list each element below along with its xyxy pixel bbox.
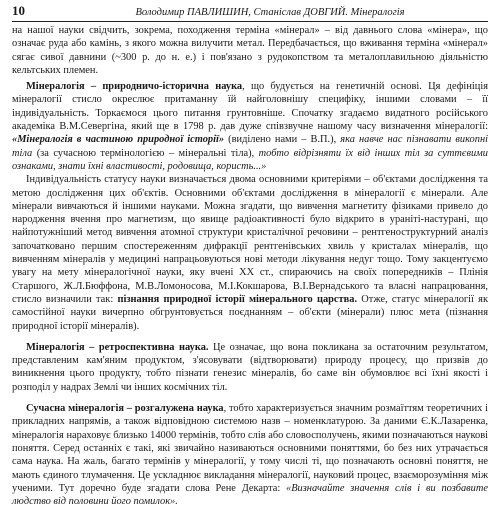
paragraph-4: Мінералогія – ретроспективна наука. Це означає, що вона покликана за остаточним результатом, представленим кам'яним продуктом, з'ясовувати (відтворювати) природу процесу, що призвів до виникнення цього продукту, тобто пізнати генезис мінералів, бо саме він обумовлює всі їхні якості і розподіл у надрах Землі чи інших космічних тіл. (12, 341, 488, 393)
term-branched-science: Сучасна мінералогія – розгалужена наука (26, 403, 224, 415)
descartes-quote: «Визначайте значення слів і ви позбавите людство від половини його помилок». (12, 482, 488, 508)
term-natural-historical-science: Мінералогія – природничо-історична наука (26, 81, 243, 93)
page-header (12, 3, 488, 22)
page-number: 10 (12, 3, 25, 18)
paragraph-5: Сучасна мінералогія – розгалужена наука, тобто характеризується значним розмаїттям теоретичних і прикладних напрямів, а також відповідною системою назв – номенклатурою. За даними Є.К.Лазаренка, мінералогія нараховує близько 14000 термінів, тобто слів або словосполучень, якими позначаються наукові поняття. Серед останніх є такі, які звичайно називаються основними поняттями, бо без них утрачається сама наука. На жаль, багато термінів у мінералогії, у тому числі ті, що позначають основні поняття, не мають єдиного тлумачення. Це ускладнює викладання мінералогії, науковий процес, взаєморозуміння між ученими. Тут доречно буде згадати слова Рене Декарта: «Визначайте значення слів і ви позбавите людство від половини його помилок». (12, 403, 489, 508)
paragraph-2: Мінералогія – природничо-історична наука, що будується на генетичній основі. Ця дефініція мінералогії стисло окреслює притаманну їй найголовнішу специфіку, іншими словами – її індивідуальність. Торкаємося цього питання грунтовніше. Спочатку згадаємо видатного російського академіка В.М.Севергіна, який ще в 1798 р. дав дуже співзвучне нашому часу визначення мінералогії: «Мінералогія в частиною природної історії» (виділено нами – В.П.), яка навче нас пізнавати викопні тіла (за сучасною термінологією – мінеральні тіла), тобто відрізняти їх від інших тіл за суттєвими ознаками, знати їхні властивості, родовища, користь...» (12, 81, 488, 172)
goal-statement: пізнання природної історії мінерального царства. (117, 293, 358, 305)
body-text (12, 24, 488, 508)
paragraph-3: Індивідуальність статусу науки визначається двома основними критеріями – об'єктами дослідження та метою дослідження цих об'єктів. Основними об'єктами дослідження в мінералогії є мінерали. Але мінерали вивчаються й іншими науками. Можна згадати, що вивчення магнетиту фізиками привело до народження вчення про магнетизм, що явище радіоактивності було відкрито в ураніті-настурані, що найпотужніший метод вивчення атомної структури кристалічної речовини – рентгеноструктурний аналіз започатковано першим спостереженням дифракції рентгенівських хвиль у кристалах мінералів, що вивченням мінералів у медицині напрацьовуються нові методи лікування недуг тощо. Тому закцентуємо увагу на мету мінералогічної науки, яку вчені ХХ ст., спираючись на своїх попередників – Плінія Старшого, Ж.Л.Бюффона, М.В.Ломоносова, М.І.Кокшарова, В.І.Вернадського та власні напрацювання, стисло визначили так: пізнання природної історії мінерального царства. Отже, статус мінералогії як самостійної науки вичерпно обгрунтовується поєднанням – об'єкти (мінерали) плюс мета (пізнання природної історії мінералів). (12, 174, 488, 332)
severgin-quote: «Мінералогія в частиною природної історії» (12, 134, 225, 146)
running-head: Володимир ПАВЛИШИН, Станіслав ДОВГИЙ. Мінералогія (135, 7, 405, 18)
paragraph-1: на нашої науки свідчить, зокрема, походження терміна «мінерал» – від давнього слова «мінера», що означає руда або камінь, з якого можна вилучити метал. Передбачається, що вживання терміна «мінерал» сягає сивої давнини (~300 р. до н. е.) і пов'язано з рудокопством та металоплавильною діяльністю кельтських племен. (12, 25, 488, 76)
term-retrospective-science: Мінералогія – ретроспективна наука. (26, 341, 209, 353)
